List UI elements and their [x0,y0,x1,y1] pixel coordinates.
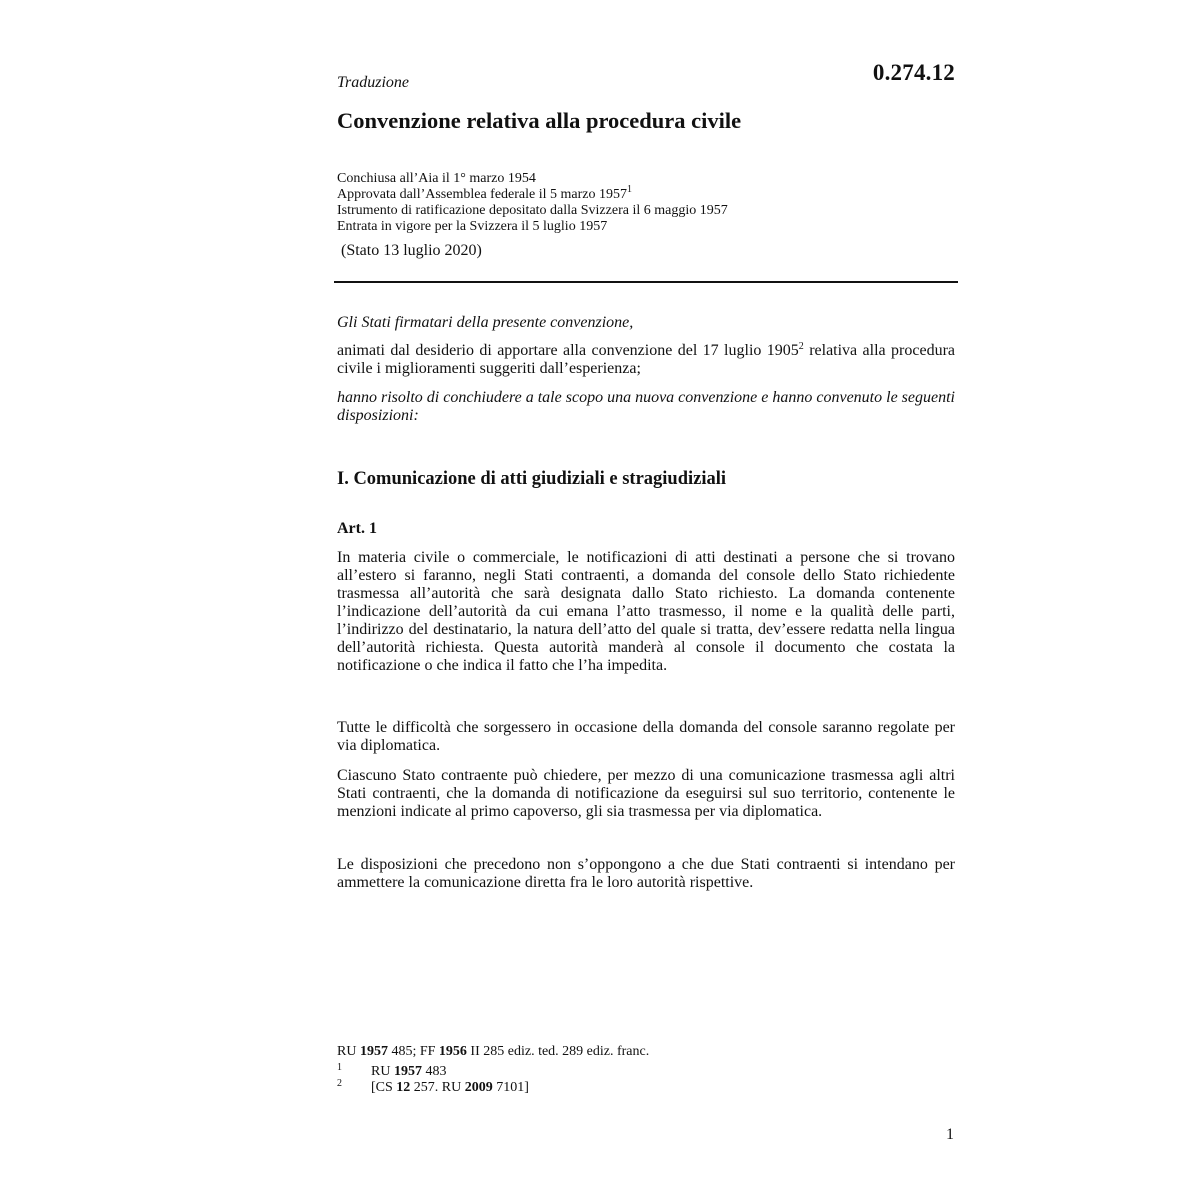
footnote-ref-2[interactable]: 2 [798,341,804,352]
translation-label: Traduzione [337,74,410,91]
source-year: 1956 [438,1044,467,1059]
footnote-text: [CS [371,1080,397,1095]
footnote-text: RU [371,1064,394,1079]
footnote-text: 7101] [492,1080,529,1095]
source-text: RU [337,1044,360,1059]
footnote-text: 483 [421,1064,447,1079]
header-divider [334,281,958,283]
preamble-signatories: Gli Stati firmatari della presente convenzione, [337,314,634,331]
source-year: 1957 [359,1044,388,1059]
footnote-year: 2009 [464,1080,493,1095]
article-paragraph-4: Le disposizioni che precedono non s’oppongono a che due Stati contraenti si intendano per ammettere la comunicazione diretta fra le loro autorità rispettive. [337,856,955,891]
article-paragraph-3: Ciascuno Stato contraente può chiedere, per mezzo di una comunicazione trasmessa agli altri Stati contraenti, che la domanda di notificazione da eseguirsi sul suo territorio, contenente le menzioni indicate al primo capoverso, gli sia trasmessa per via diplomatica. [337,767,955,820]
footnote-year: 1957 [393,1064,422,1079]
concluded-date: Conchiusa all’Aia il 1° marzo 1954 [337,171,536,186]
footnote-volume: 12 [396,1080,411,1095]
metadata-block [337,171,728,235]
approval-date-text: Approvata dall’Assemblea federale il 5 marzo 1957 [337,187,628,202]
preamble-resolution: hanno risolto di conchiudere a tale scopo una nuova convenzione e hanno convenuto le seguenti disposizioni: [337,389,955,424]
section-heading: I. Comunicazione di atti giudiziali e stragiudiziali [337,469,727,489]
source-text: II 285 ediz. ted. 289 ediz. franc. [466,1044,650,1059]
preamble-motive [337,342,955,378]
footnote-ref-1[interactable]: 1 [627,184,633,195]
source-text: 485; FF [387,1044,439,1059]
article-paragraph-1: In materia civile o commerciale, le notificazioni di atti destinati a persone che si trovano all’estero si faranno, negli Stati contraenti, a domanda del console dello Stato richiedente trasmessa all’autorità che sarà designata dallo Stato richiesto. La domanda contenente l’indicazione dell’autorità da cui emana l’atto trasmesso, il nome e la qualità delle parti, l’indirizzo del destinatario, la natura dell’atto del quale si tratta, dev’essere redatta nella lingua dell’autorità richiesta. Questa autorità manderà al console il documento che costata la notificazione o che indica il fatto che l’ha impedita. [337,549,955,674]
article-paragraph-2: Tutte le difficoltà che sorgessero in occasione della domanda del console saranno regolate per via diplomatica. [337,719,955,754]
preamble-motive-text-b: relativa alla procedura civile i miglioramenti suggeriti dall’esperienza; [337,342,955,377]
sr-number: 0.274.12 [872,60,955,85]
approval-date [337,184,728,203]
footnote-1: 1 RU 1957 483 [337,1062,447,1079]
page-number: 1 [946,1126,954,1143]
source-reference [337,1044,649,1060]
ratification-date: Istrumento di ratificazione depositato dalla Svizzera il 6 maggio 1957 [337,203,728,218]
status-date: (Stato 13 luglio 2020) [341,242,482,259]
document-title: Convenzione relativa alla procedura civile [337,108,742,133]
entry-into-force-date: Entrata in vigore per la Svizzera il 5 luglio 1957 [337,219,608,234]
footnote-text: 257. RU [410,1080,465,1095]
article-heading: Art. 1 [337,520,377,537]
preamble-motive-text-a: animati dal desiderio di apportare alla convenzione del 17 luglio 1905 [337,342,799,359]
footnote-2: 2 [CS 12 257. RU 2009 7101] [337,1078,529,1095]
